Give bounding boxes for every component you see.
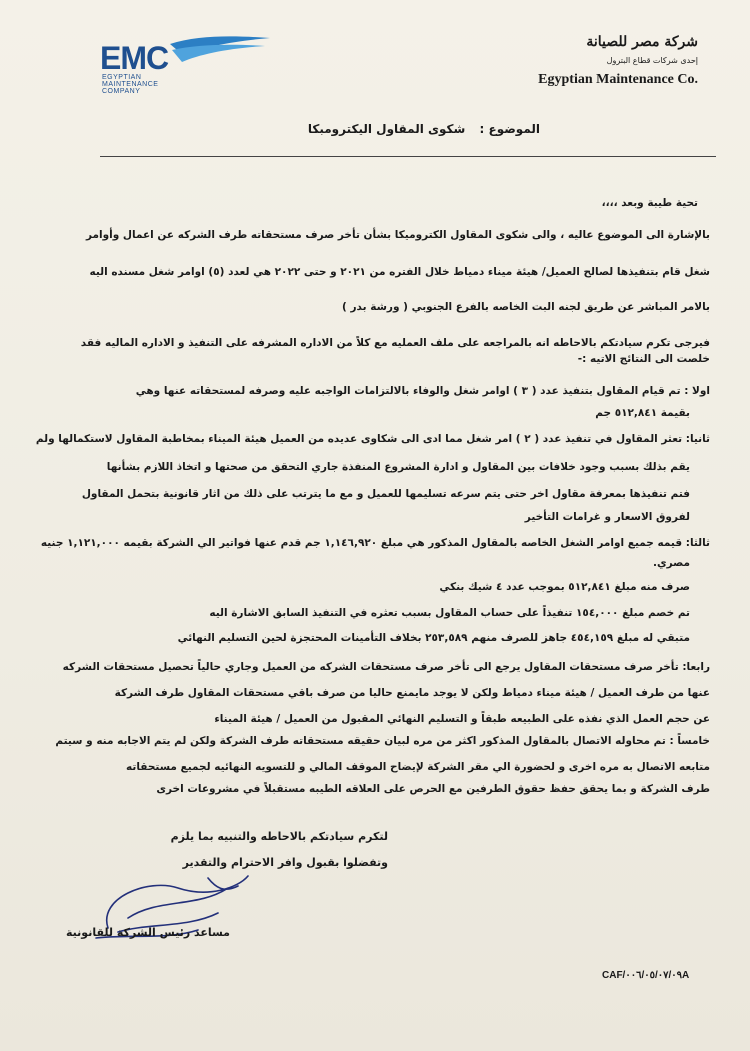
logo-subtitle-line-1: EGYPTIAN xyxy=(102,74,142,81)
document-reference-code: CAF/٠٠٦/٠٥/٠٧/٠٩A xyxy=(602,970,690,981)
point-second-line-1: ثانيا: تعثر المقاول في تنفيذ عدد ( ٢ ) امر شغل مما ادى الى شكاوى عديده من العميل هيئة الميناء بمخاطبة المقاول لاستكمالها ولم xyxy=(35,433,710,445)
payment-line-2: تم خصم مبلغ ١٥٤,٠٠٠ تنفيذاً على حساب المقاول بسبب تعثره في التنفيذ السابق الاشارة اليه xyxy=(209,607,690,619)
review-line-1: فيرجى تكرم سيادتكم بالاحاطه انه بالمراجعه على ملف العمليه مع كلاً من الاداره المشرفه على التنفيذ و الاداره الماليه فقد xyxy=(80,337,710,349)
point-fifth-line-1: خامساً : تم محاوله الاتصال بالمقاول المذكور اكثر من مره لبيان حقيقه مستحقاته طرف الشركة ولكن لم يتم الاجابه منه و سيتم xyxy=(55,735,710,747)
company-tagline-arabic: إحدى شركات قطاع البترول xyxy=(606,56,698,65)
logo-subtitle-line-3: COMPANY xyxy=(102,88,141,95)
handwritten-signature-icon xyxy=(88,868,268,958)
logo-subtitle-line-2: MAINTENANCE xyxy=(102,81,159,88)
intro-line-2: شغل قام بتنفيذها لصالح العميل/ هيئة ميناء دمياط خلال الفتره من ٢٠٢١ و حتى ٢٠٢٢ هي لعدد (٥) اوامر شغل مسنده اليه xyxy=(89,266,710,278)
point-first-line-1: اولا : تم قيام المقاول بتنفيذ عدد ( ٣ ) اوامر شغل والوفاء بالالتزامات الواجبه عليه وصرفه لمستحقاته عنها وهي xyxy=(135,385,710,397)
point-first-line-2: بقيمة ٥١٢,٨٤١ جم xyxy=(595,407,690,419)
company-name-arabic: شركة مصر للصيانة xyxy=(586,34,698,50)
payment-line-3: متبقي له مبلغ ٤٥٤,١٥٩ جاهز للصرف منهم ٢٥٣,٥٨٩ بخلاف التأمينات المحتجزة لحين التسليم النهائي xyxy=(177,632,690,644)
point-third-line-1: ثالثا: قيمه جميع اوامر الشغل الخاصه بالمقاول المذكور هي مبلغ ١,١٤٦,٩٢٠ جم قدم عنها فواتير الي الشركة بقيمه ١,١٢١,٠٠٠ جنيه xyxy=(40,537,710,549)
point-fourth-line-3: عن حجم العمل الذي نفذه على الطبيعه طبقاً و التسليم النهائي المقبول من العميل / هيئة الميناء xyxy=(214,713,710,725)
point-second-line-3: فتم تنفيذها بمعرفة مقاول اخر حتى يتم سرعه تسليمها للعميل و مع ما يترتب على ذلك من اثار قانونية بتحمل المقاول xyxy=(81,488,690,500)
header-divider xyxy=(100,156,716,157)
point-fifth-line-3: طرف الشركة و بما يحقق حفظ حقوق الطرفين مع الحرص على العلاقه الطيبه مستقبلاً في مشروعات اخرى xyxy=(156,783,710,795)
subject-line xyxy=(300,122,540,136)
point-second-line-4: لفروق الاسعار و غرامات التأخير xyxy=(524,511,690,523)
emc-logo xyxy=(100,36,270,96)
closing-line-2: وتفضلوا بقبول وافر الاحترام والتقدير xyxy=(182,856,388,869)
point-fifth-line-2: متابعه الاتصال به مره اخرى و لحضورة الي مقر الشركة لإيضاح الموقف المالي و للتسويه النهائيه لجميع مستحقاته xyxy=(126,761,710,773)
company-name-english: Egyptian Maintenance Co. xyxy=(538,72,698,87)
intro-line-1: بالإشارة الى الموضوع عاليه ، والى شكوى المقاول الكتروميكا بشأن تأخر صرف مستحقاته طرف الشركه عن اعمال وأوامر xyxy=(85,229,710,241)
point-fourth-line-2: عنها من طرف العميل / هيئة ميناء دمياط ولكن لا يوجد مايمنع حاليا من صرف باقي مستحقات المقاول طرف الشركة xyxy=(114,687,710,699)
intro-line-3: بالامر المباشر عن طريق لجنه البت الخاصه بالفرع الجنوبي ( ورشة بدر ) xyxy=(342,301,710,313)
logo-wordmark: EMC xyxy=(100,40,169,76)
greeting: تحية طيبة وبعد ،،،، xyxy=(601,197,698,209)
point-second-line-2: يقم بذلك بسبب وجود خلافات بين المقاول و ادارة المشروع المنفذة جاري التحقق من صحتها و اتخاذ اللازم بشأنها xyxy=(106,461,690,473)
subject-label: الموضوع : xyxy=(479,122,540,136)
review-line-2: خلصت الى النتائج الاتيه :- xyxy=(577,353,710,365)
point-third-line-2: مصري. xyxy=(653,557,690,569)
closing-line-1: لتكرم سيادتكم بالاحاطه والتنبيه بما يلزم xyxy=(170,830,388,843)
point-fourth-line-1: رابعا: تأخر صرف مستحقات المقاول يرجع الى تأخر صرف مستحقات الشركه من العميل وجاري حالياً تحصيل مستحقات الشركه xyxy=(62,661,710,673)
payment-line-1: صرف منه مبلغ ٥١٢,٨٤١ بموجب عدد ٤ شيك بنكي xyxy=(439,581,690,593)
signatory-title: مساعد رئيس الشركة للقانونية xyxy=(66,926,230,939)
subject-text: شكوى المقاول اليكترومبكا xyxy=(307,122,466,136)
